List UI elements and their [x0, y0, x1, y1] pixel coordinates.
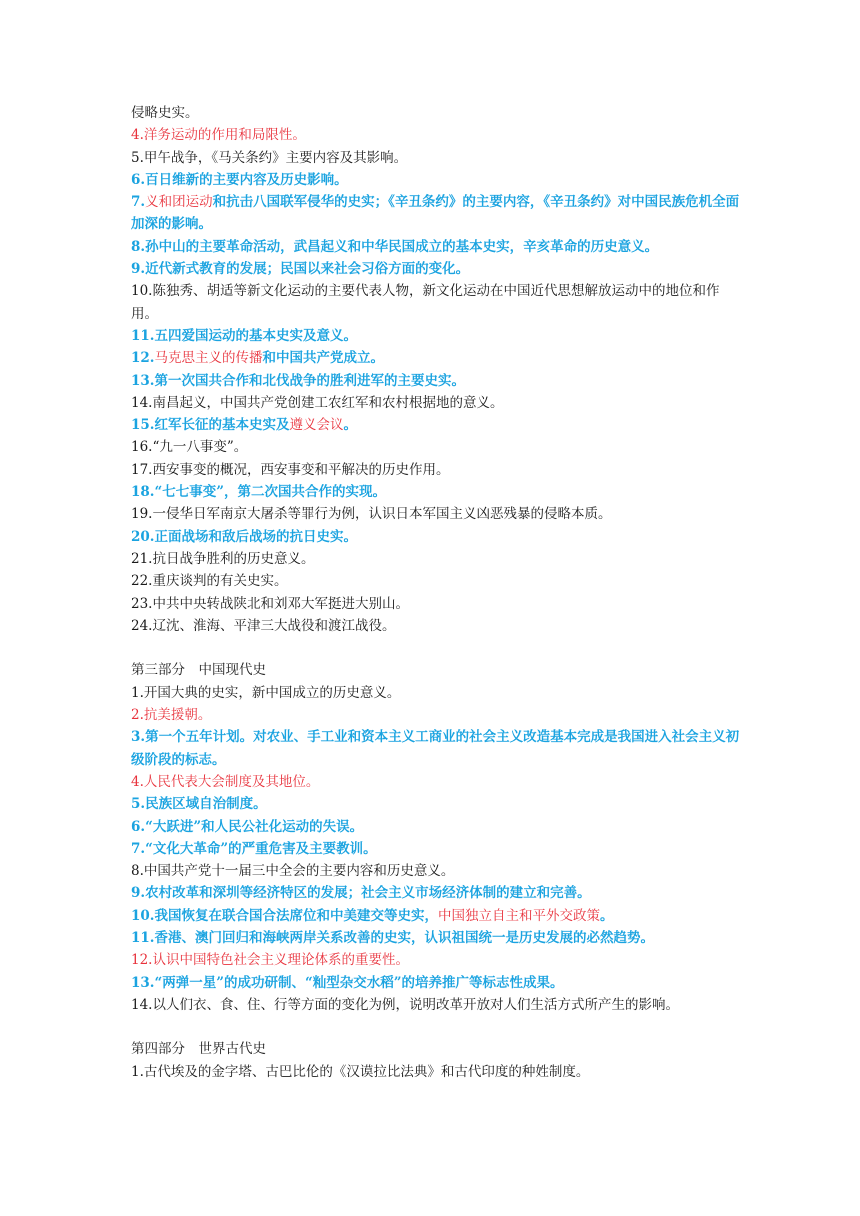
text-line	[131, 548, 746, 570]
text-line	[131, 771, 746, 793]
text-line	[131, 726, 746, 771]
text-line	[131, 280, 746, 325]
text-line	[131, 615, 746, 637]
text-line	[131, 436, 746, 458]
text-line	[131, 882, 746, 904]
text-segment: 11.香港、澳门回归和海峡两岸关系改善的史实，认识祖国统一是历史发展的必然趋势。	[131, 929, 654, 946]
blank-line	[131, 1016, 746, 1038]
text-line	[131, 816, 746, 838]
text-segment: 6.“大跃进”和人民公社化运动的失误。	[131, 818, 364, 835]
document-body	[131, 102, 746, 1083]
text-line	[131, 481, 746, 503]
text-segment: 中国独立自主和平外交政策	[438, 907, 600, 924]
text-line	[131, 169, 746, 191]
text-segment: 5.民族区域自治制度。	[131, 796, 267, 813]
text-segment: 义和团运动	[145, 194, 213, 211]
text-line	[131, 258, 746, 280]
text-segment: 22.重庆谈判的有关史实。	[131, 573, 288, 590]
text-segment: 15.红军长征的基本史实及	[131, 417, 290, 434]
text-segment: 遵义会议	[289, 417, 344, 434]
text-line	[131, 102, 746, 124]
text-line	[131, 526, 746, 548]
text-line	[131, 392, 746, 414]
text-line	[131, 325, 746, 347]
text-segment: 8.中国共产党十一届三中全会的主要内容和历史意义。	[131, 863, 455, 880]
text-segment: 1.古代埃及的金字塔、古巴比伦的《汉谟拉比法典》和古代印度的种姓制度。	[131, 1063, 590, 1080]
text-line	[131, 570, 746, 592]
text-segment: 9.	[131, 261, 146, 278]
text-line	[131, 414, 746, 436]
text-line	[131, 124, 746, 146]
text-line	[131, 191, 746, 236]
text-segment: 7.	[131, 194, 146, 211]
text-line	[131, 927, 746, 949]
text-segment: 马克思主义的传播	[154, 350, 263, 367]
text-segment: 16.“九一八事变”。	[131, 439, 248, 456]
text-segment: 12.认识中国特色社会主义理论体系的重要性。	[131, 952, 409, 969]
text-line	[131, 236, 746, 258]
text-segment: 2.抗美援朝。	[131, 707, 212, 724]
text-line	[131, 347, 746, 369]
text-segment: 5.甲午战争，《马关条约》主要内容及其影响。	[131, 149, 408, 166]
text-segment: 10.我国恢复在联合国合法席位和中美建交等史实，	[131, 907, 438, 924]
text-line	[131, 994, 746, 1016]
text-segment: 12.	[131, 350, 155, 367]
text-segment: 10.陈独秀、胡适等新文化运动的主要代表人物，新文化运动在中国近代思想解放运动中的地位和作用。	[131, 283, 720, 322]
text-line	[131, 370, 746, 392]
text-segment: 17.西安事变的概况，西安事变和平解决的历史作用。	[131, 461, 450, 478]
text-line	[131, 793, 746, 815]
text-segment: 6.百日维新的主要内容及历史影响。	[131, 171, 348, 188]
text-segment: 20.正面战场和敌后战场的抗日史实。	[131, 528, 357, 545]
text-line	[131, 905, 746, 927]
text-segment: 4.人民代表大会制度及其地位。	[131, 773, 320, 790]
text-line	[131, 838, 746, 860]
text-line	[131, 659, 746, 681]
text-segment: 侵略史实。	[131, 105, 199, 121]
blank-line	[131, 637, 746, 659]
text-segment: 近代新式教育的发展；民国以来社会习俗方面的变化。	[145, 261, 470, 278]
text-segment: 3.第一个五年计划。对农业、手工业和资本主义工商业的社会主义改造基本完成是我国进入社会主义初级阶段的标志。	[131, 729, 740, 768]
text-segment: 13.第一次国共合作和北伐战争的胜利进军的主要史实。	[131, 372, 465, 389]
text-segment: 7.“文化大革命”的严重危害及主要教训。	[131, 840, 377, 857]
text-segment: 和中国共产党成立。	[262, 350, 384, 367]
text-segment: 和抗击八国联军侵华的史实；《辛丑条约》的主要内容，《辛丑条约》对中国民族危机全面加深的影响。	[131, 194, 740, 233]
text-segment: 8.孙中山的主要革命活动，武昌起义和中华民国成立的基本史实，辛亥革命的历史意义。	[131, 238, 659, 255]
text-line	[131, 459, 746, 481]
text-segment: 第三部分 中国现代史	[131, 662, 266, 679]
text-segment: 。	[343, 417, 357, 434]
text-segment: 23.中共中央转战陕北和刘邓大军挺进大别山。	[131, 595, 409, 612]
text-segment: 第四部分 世界古代史	[131, 1041, 266, 1058]
text-segment: 。	[600, 907, 614, 924]
text-line	[131, 972, 746, 994]
text-segment: 9.农村改革和深圳等经济特区的发展；社会主义市场经济体制的建立和完善。	[131, 885, 591, 902]
text-segment: 21.抗日战争胜利的历史意义。	[131, 550, 315, 567]
text-segment: 13.“两弹一星”的成功研制、“籼型杂交水稻”的培养推广等标志性成果。	[131, 974, 564, 991]
text-segment: 14.南昌起义，中国共产党创建工农红军和农村根据地的意义。	[131, 394, 504, 411]
text-segment: 11.五四爱国运动的基本史实及意义。	[131, 327, 357, 344]
text-line	[131, 1038, 746, 1060]
text-segment: 18.“七七事变”，第二次国共合作的实现。	[131, 484, 387, 501]
text-segment: 14.以人们衣、食、住、行等方面的变化为例，说明改革开放对人们生活方式所产生的影响。	[131, 996, 679, 1013]
text-segment: 19.一侵华日军南京大屠杀等罪行为例，认识日本军国主义凶恶残暴的侵略本质。	[131, 506, 612, 523]
text-line	[131, 593, 746, 615]
text-segment: 24.辽沈、淮海、平津三大战役和渡江战役。	[131, 617, 396, 634]
text-line	[131, 704, 746, 726]
text-line	[131, 860, 746, 882]
text-line	[131, 949, 746, 971]
text-line	[131, 503, 746, 525]
text-line	[131, 147, 746, 169]
text-line	[131, 682, 746, 704]
text-segment: 4.洋务运动的作用和局限性。	[131, 127, 306, 144]
text-segment: 1.开国大典的史实，新中国成立的历史意义。	[131, 684, 401, 701]
text-line	[131, 1061, 746, 1083]
